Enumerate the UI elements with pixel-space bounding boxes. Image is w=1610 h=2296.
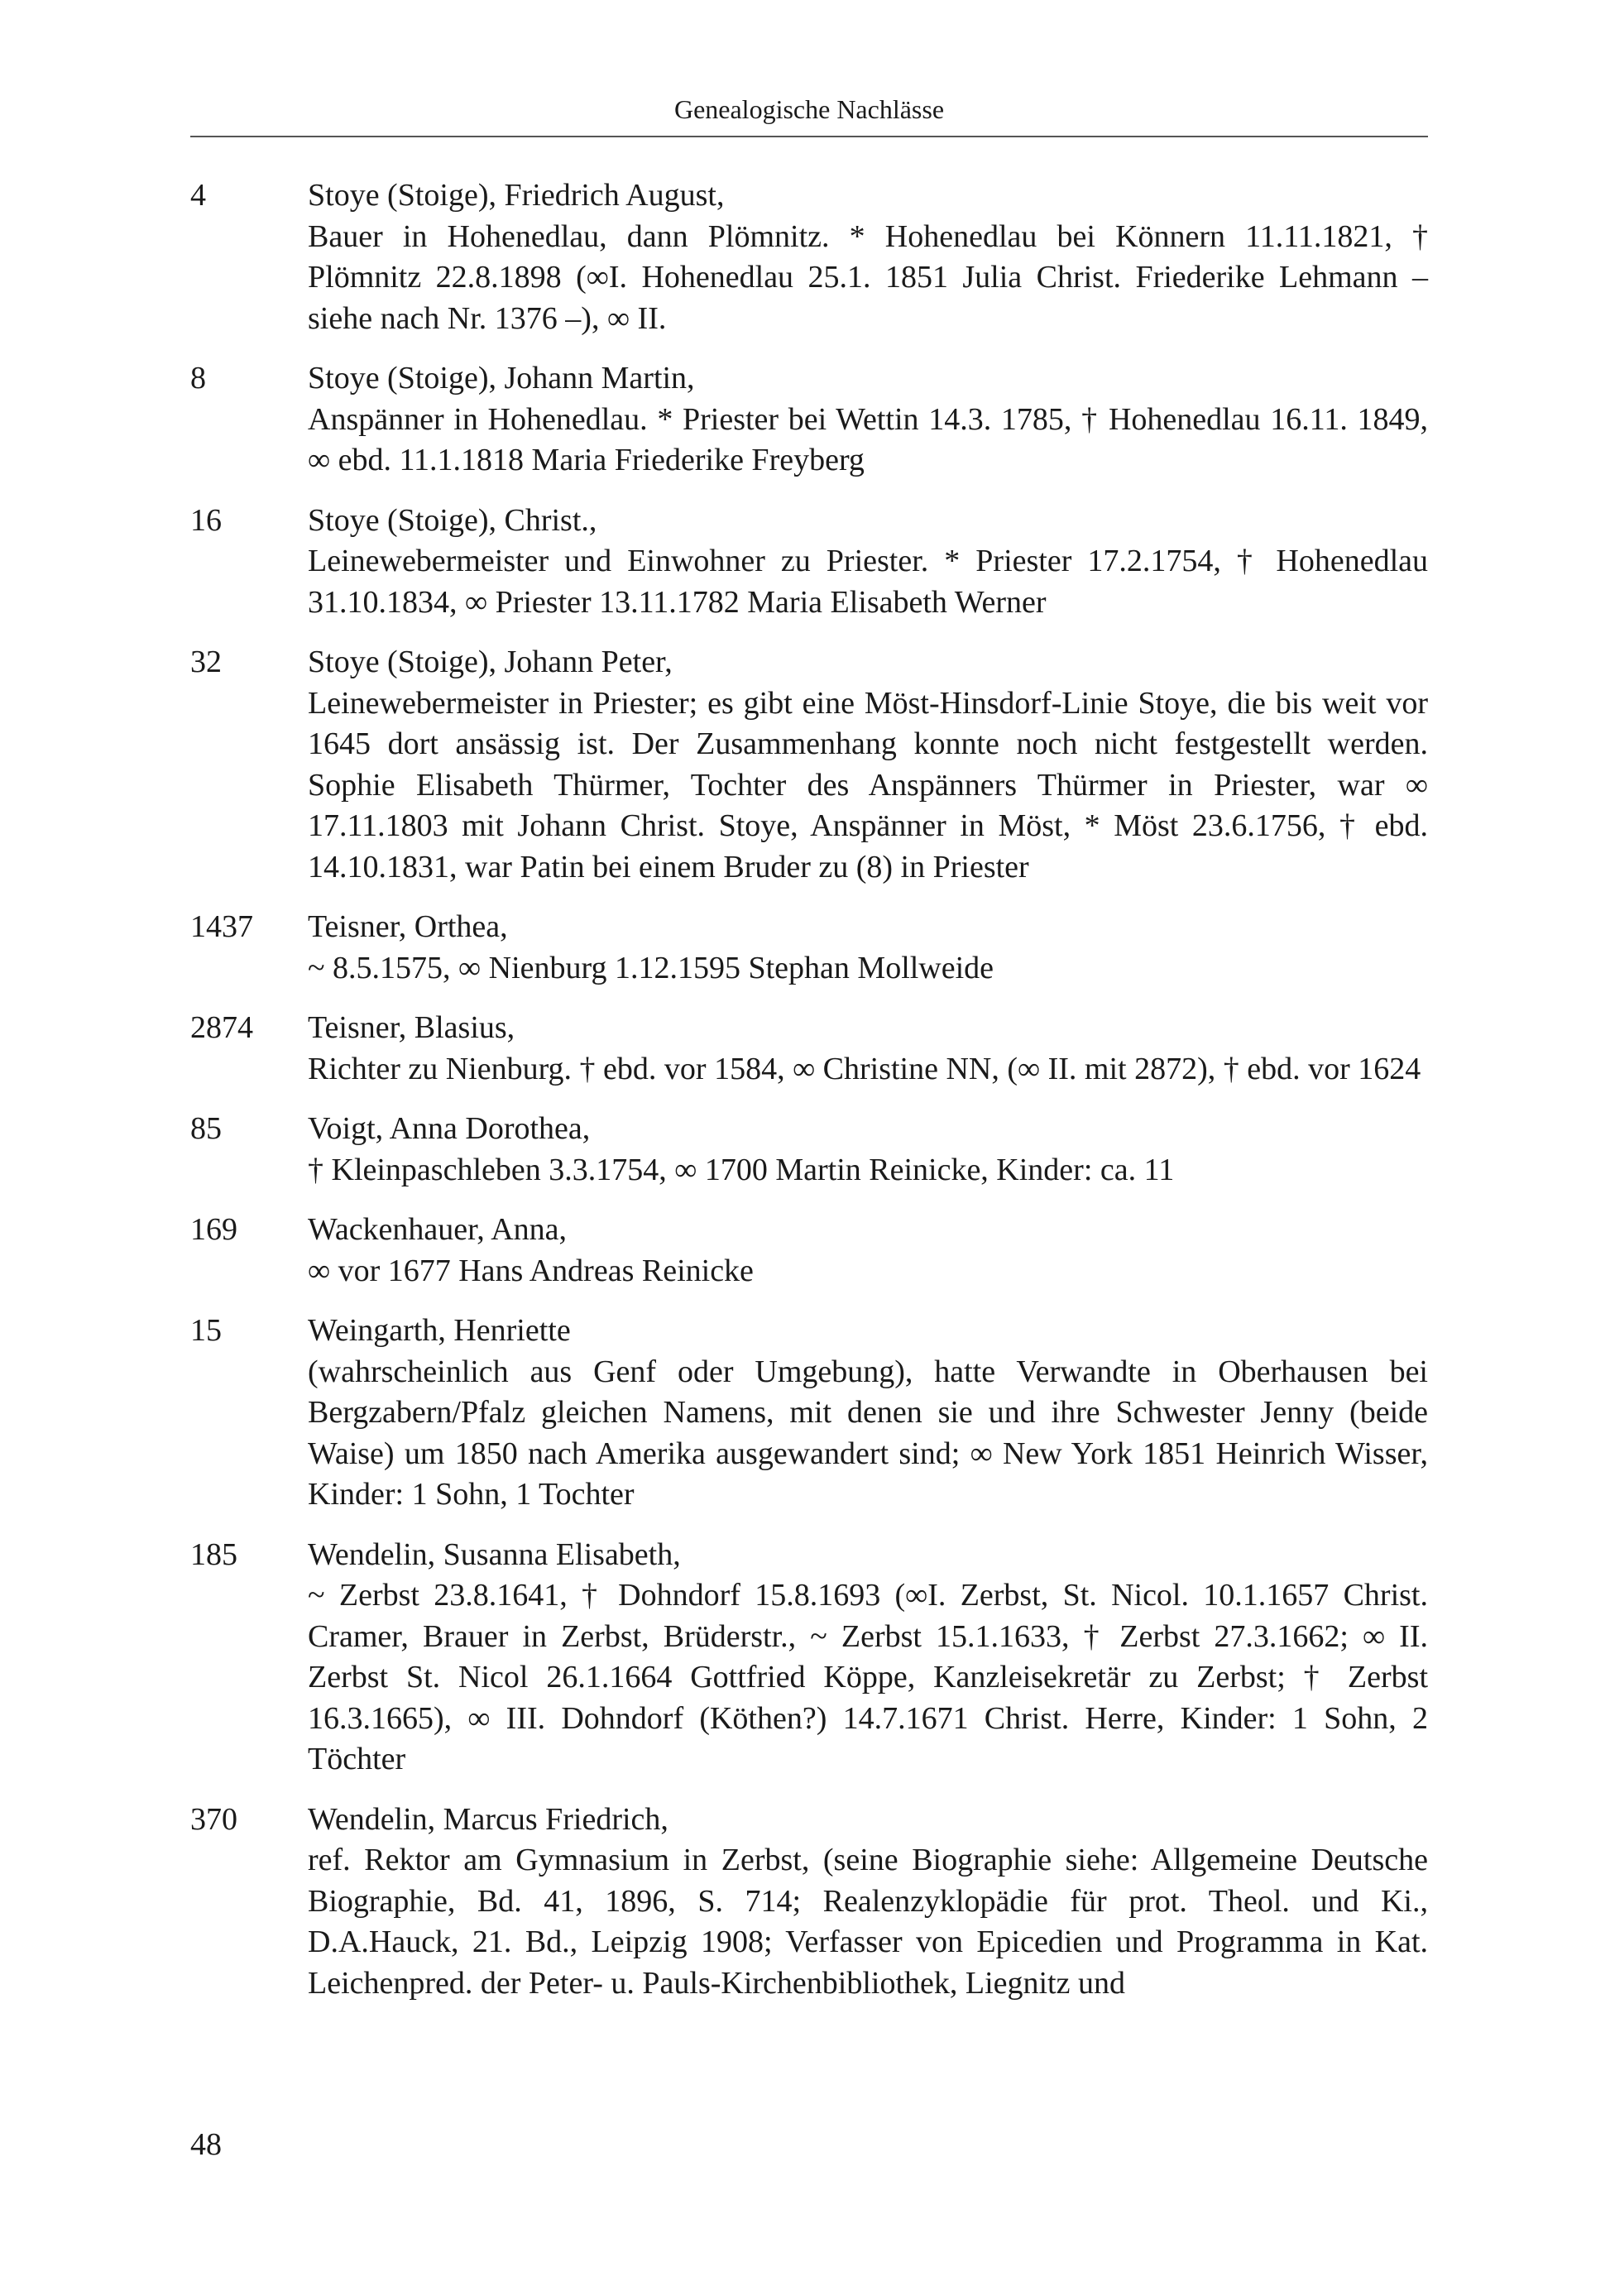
entry-number: 169: [190, 1212, 237, 1247]
entry-number: 2874: [190, 1010, 253, 1045]
entry-name: Teisner, Blasius,: [308, 1010, 515, 1045]
entry-text: ~ Zerbst 23.8.1641, † Dohndorf 15.8.1693 (∞I. Zerbst, St. Nicol. 10.1.1657 Christ. Cramer, Brauer in Zerbst, Brüderstr., ~ Zerbst 15.1.1633, † Zerbst 27.3.1662; ∞ II. Zerbst St. Nicol 26.1.1664 Gottfried Köppe, Kanzleisekretär zu Zerbst; † Zerbst 16.3.1665), ∞ III. Dohndorf (Köthen?) 14.7.1671 Christ. Herre, Kinder: 1 Sohn, 2 Töchter: [308, 1578, 1428, 1776]
entry-number: 85: [190, 1111, 222, 1146]
entry-text: Leinewebermeister und Einwohner zu Priester. * Priester 17.2.1754, † Hohenedlau 31.10.1834, ∞ Priester 13.11.1782 Maria Elisabeth Werner: [308, 544, 1428, 620]
entry: [190, 175, 1428, 339]
entry: [190, 501, 1428, 624]
entry: [190, 1008, 1428, 1090]
entry-text: Bauer in Hohenedlau, dann Plömnitz. * Hohenedlau bei Könnern 11.11.1821, † Plömnitz 22.8.1898 (∞I. Hohenedlau 25.1. 1851 Julia Christ. Friederike Lehmann – siehe nach Nr. 1376 –), ∞ II.: [308, 218, 1428, 336]
entry-text: Richter zu Nienburg. † ebd. vor 1584, ∞ Christine NN, (∞ II. mit 2872), † ebd. vor 1624: [308, 1051, 1421, 1086]
entry-name: Wendelin, Marcus Friedrich,: [308, 1801, 668, 1837]
entry: [190, 358, 1428, 482]
entry-number: 8: [190, 361, 206, 395]
entry: [190, 642, 1428, 888]
entry-text: Anspänner in Hohenedlau. * Priester bei Wettin 14.3. 1785, † Hohenedlau 16.11. 1849, ∞ ebd. 11.1.1818 Maria Friederike Freyberg: [308, 401, 1428, 477]
entry-name: Voigt, Anna Dorothea,: [308, 1111, 591, 1146]
header-rule: [190, 136, 1428, 137]
entry: [190, 1535, 1428, 1781]
running-header: Genealogische Nachlässe: [673, 94, 945, 124]
entry-text: Leinewebermeister in Priester; es gibt eine Möst-Hinsdorf-Linie Stoye, die bis weit vor 1645 dort ansässig ist. Der Zusammenhang konnte noch nicht festgestellt werden. Sophie Elisabeth Thürmer, Tochter des Anspänners Thürmer in Priester, war ∞ 17.11.1803 mit Johann Christ. Stoye, Anspänner in Möst, * Möst 23.6.1756, † ebd. 14.10.1831, war Patin bei einem Bruder zu (8) in Priester: [308, 685, 1428, 884]
entry-text: ∞ vor 1677 Hans Andreas Reinicke: [308, 1253, 754, 1288]
entry-text: ~ 8.5.1575, ∞ Nienburg 1.12.1595 Stephan Mollweide: [308, 950, 994, 985]
entry-number: 1437: [190, 909, 253, 944]
entry-number: 185: [190, 1536, 237, 1572]
entry: [190, 1311, 1428, 1516]
entry-name: Weingarth, Henriette: [308, 1313, 571, 1348]
entry-name: Wackenhauer, Anna,: [308, 1212, 567, 1247]
entry-list: [190, 175, 1428, 2023]
entry-text: † Kleinpaschleben 3.3.1754, ∞ 1700 Martin Reinicke, Kinder: ca. 11: [308, 1152, 1175, 1187]
entry-number: 15: [190, 1313, 222, 1348]
entry: [190, 1800, 1428, 2005]
entry-name: Teisner, Orthea,: [308, 909, 508, 944]
entry-number: 4: [190, 178, 206, 213]
entry-number: 32: [190, 645, 222, 679]
entry-number: 370: [190, 1801, 237, 1837]
entry-name: Stoye (Stoige), Johann Martin,: [308, 361, 695, 395]
entry: [190, 907, 1428, 989]
entry-name: Stoye (Stoige), Johann Peter,: [308, 645, 673, 679]
entry-name: Stoye (Stoige), Friedrich August,: [308, 178, 725, 213]
entry-name: Wendelin, Susanna Elisabeth,: [308, 1536, 681, 1572]
page-number: 48: [190, 2127, 222, 2162]
entry-text: (wahrscheinlich aus Genf oder Umgebung), hatte Verwandte in Oberhausen bei Bergzabern/Pfalz gleichen Namens, mit denen sie und ihre Schwester Jenny (beide Waise) um 1850 nach Amerika ausgewandert sind; ∞ New York 1851 Heinrich Wisser, Kinder: 1 Sohn, 1 Tochter: [308, 1354, 1428, 1512]
entry-name: Stoye (Stoige), Christ.,: [308, 502, 597, 538]
entry-text: ref. Rektor am Gymnasium in Zerbst, (seine Biographie siehe: Allgemeine Deutsche Biographie, Bd. 41, 1896, S. 714; Realenzyklopädie für prot. Theol. und Ki., D.A.Hauck, 21. Bd., Leipzig 1908; Verfasser von Epicedien und Programma in Kat. Leichenpred. der Peter- u. Pauls-Kirchenbibliothek, Liegnitz und: [308, 1843, 1428, 2001]
entry-number: 16: [190, 502, 222, 538]
entry: [190, 1109, 1428, 1191]
entry: [190, 1210, 1428, 1292]
